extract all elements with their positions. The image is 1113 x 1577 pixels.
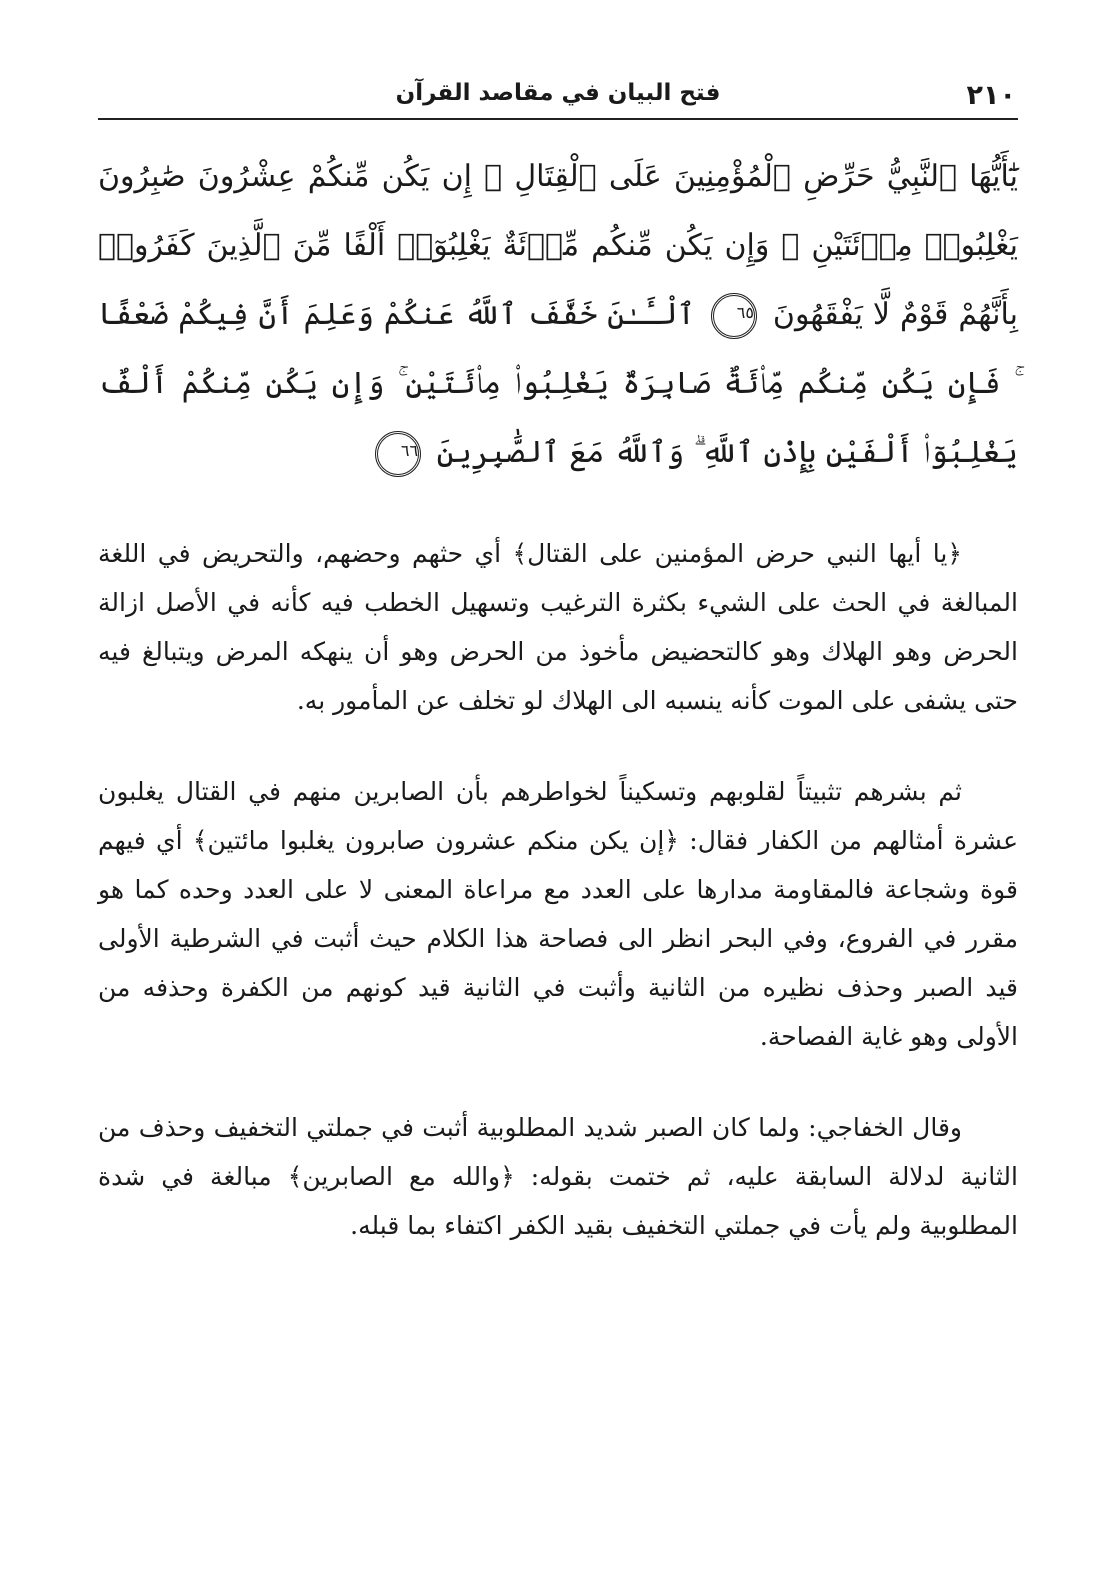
commentary-paragraph-1: ﴿يا أيها النبي حرض المؤمنين على القتال﴾ أي حثهم وحضهم، والتحريض في اللغة المبالغة في الحث على الشيء بكثرة الترغيب وتسهيل الخطب فيه كأنه في الأصل ازالة الحرض وهو الهلاك وهو كالتحضيض مأخوذ من الحرض وهو أن ينهكه المرض ويتبالغ فيه حتى يشفى على الموت كأنه ينسبه الى الهلاك لو تخلف عن المأمور به. [98, 539, 1018, 715]
book-page [98, 66, 1018, 1546]
verse-65-text: يَٰٓأَيُّهَا ٱلنَّبِيُّ حَرِّضِ ٱلْمُؤْمِنِينَ عَلَى ٱلْقِتَالِ ۚ إِن يَكُن مِّنكُمْ عِشْرُونَ صَٰبِرُونَ يَغْلِبُوا۟ مِا۟ئَتَيْنِ ۚ وَإِن يَكُن مِّنكُم مِّا۟ئَةٌ يَغْلِبُوٓا۟ أَلْفًا مِّنَ ٱلَّذِينَ كَفَرُوا۟ بِأَنَّهُمْ قَوْمٌ لَّا يَفْقَهُونَ [98, 159, 1018, 332]
verse-66-marker: ٦٦ [375, 431, 421, 477]
page-number: ٢١٠ [966, 80, 1016, 111]
verse-66-text: ٱلْـَٔـٰنَ خَفَّفَ ٱللَّهُ عَنكُمْ وَعَلِمَ أَنَّ فِيكُمْ ضَعْفًا ۚ فَإِن يَكُن مِّنكُم مِّا۟ئَةٌ صَابِرَةٌ يَغْلِبُوا۟ مِا۟ئَتَيْنِ ۚ وَإِن يَكُن مِّنكُمْ أَلْفٌ يَغْلِبُوٓا۟ أَلْفَيْنِ بِإِذْنِ ٱللَّهِ ۗ وَٱللَّهُ مَعَ ٱلصَّٰبِرِينَ [98, 297, 1018, 470]
quran-verses [98, 142, 1018, 487]
commentary-paragraph-3: وقال الخفاجي: ولما كان الصبر شديد المطلوبية أثبت في جملتي التخفيف وحذف من الثانية لدلالة السابقة عليه، ثم ختمت بقوله: ﴿والله مع الصابرين﴾ مبالغة في شدة المطلوبية ولم يأت في جملتي التخفيف بقيد الكفر اكتفاء بما قبله. [98, 1113, 1018, 1240]
running-header [98, 66, 1018, 120]
commentary-paragraph-2: ثم بشرهم تثبيتاً لقلوبهم وتسكيناً لخواطرهم بأن الصابرين منهم في القتال يغلبون عشرة أمثالهم من الكفار فقال: ﴿إن يكن منكم عشرون صابرون يغلبوا مائتين﴾ أي فيهم قوة وشجاعة فالمقاومة مدارها على العدد مع مراعاة المعنى لا على العدد وحده كما هو مقرر في الفروع، وفي البحر انظر الى فصاحة هذا الكلام حيث أثبت في الشرطية الأولى قيد الصبر وحذف نظيره من الثانية وأثبت في الثانية قيد كونهم من الكفرة وحذفه من الأولى وهو غاية الفصاحة. [98, 777, 1018, 1051]
book-title: فتح البيان في مقاصد القرآن [395, 80, 721, 106]
verse-65-marker: ٦٥ [711, 293, 757, 339]
